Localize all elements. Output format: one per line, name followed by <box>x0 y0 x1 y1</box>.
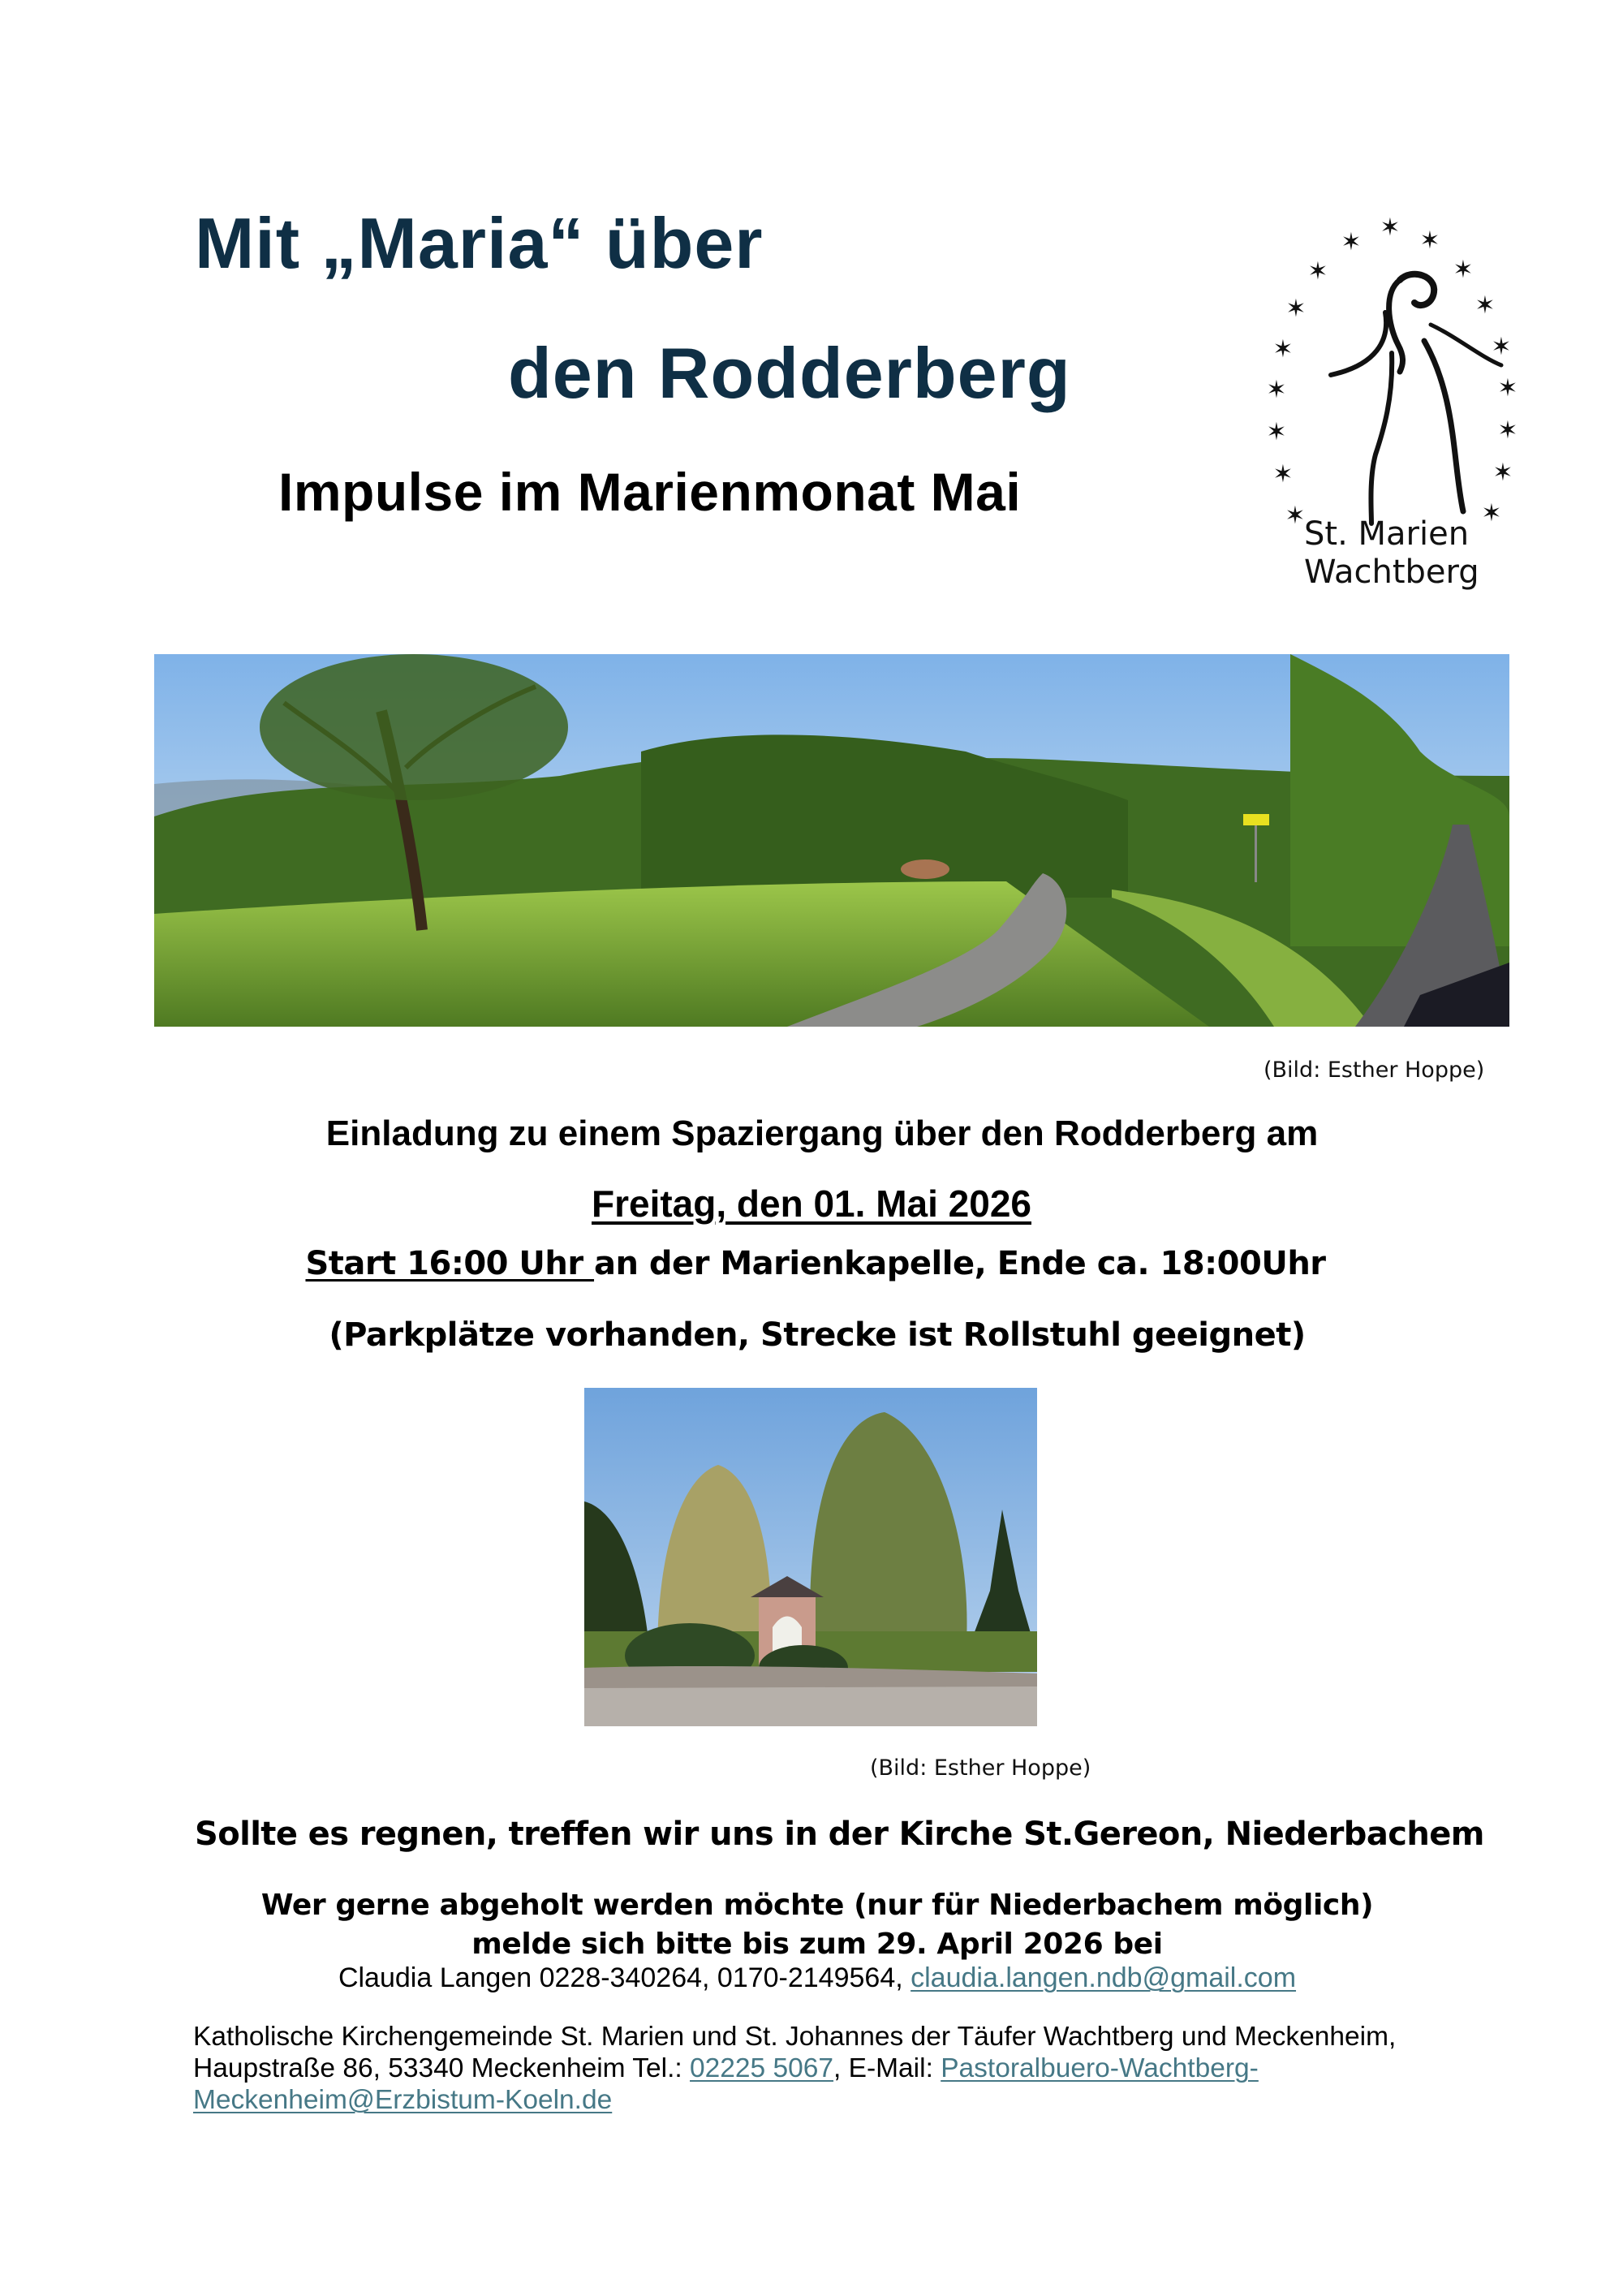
logo-text <box>1304 515 1479 592</box>
footer-phone-link[interactable]: 02225 5067 <box>690 2053 834 2083</box>
title-line-2: den Rodderberg <box>508 333 1071 413</box>
pickup-line-2: melde sich bitte bis zum 29. April 2026 bei <box>471 1928 1163 1961</box>
title-line-1: Mit „Maria“ über <box>195 203 764 283</box>
contact-name-phones: Claudia Langen 0228-340264, 0170-2149564, <box>338 1962 911 1993</box>
svg-text:✶: ✶ <box>1272 460 1294 489</box>
start-location-end: an der Marienkapelle, Ende ca. 18:00Uhr <box>594 1245 1326 1282</box>
parking-note: (Parkplätze vorhanden, Strecke ist Rollstuhl geeignet) <box>329 1316 1306 1354</box>
footer-email-label: , E-Mail: <box>833 2053 941 2083</box>
svg-text:✶: ✶ <box>1266 376 1287 404</box>
svg-text:✶: ✶ <box>1380 213 1401 242</box>
svg-text:✶: ✶ <box>1497 416 1518 445</box>
svg-text:✶: ✶ <box>1481 499 1502 528</box>
chapel-caption: (Bild: Esther Hoppe) <box>870 1755 1091 1781</box>
svg-text:✶: ✶ <box>1272 335 1294 364</box>
footer-email-part-1: Pastoralbuero-Wachtberg- <box>941 2053 1259 2083</box>
chapel-photo <box>584 1388 1037 1726</box>
footer-email-part-2: Meckenheim@Erzbistum-Koeln.de <box>193 2085 613 2115</box>
contact-email-link[interactable]: claudia.langen.ndb@gmail.com <box>911 1962 1297 1993</box>
svg-text:✶: ✶ <box>1285 295 1307 323</box>
pickup-contact <box>6 1962 1623 1994</box>
footer-address: Haupstraße 86, 53340 Meckenheim Tel.: <box>193 2053 691 2083</box>
svg-text:✶: ✶ <box>1419 226 1440 255</box>
svg-text:✶: ✶ <box>1453 256 1474 284</box>
svg-text:✶: ✶ <box>1491 333 1512 361</box>
start-time-line <box>4 1245 1623 1282</box>
svg-text:✶: ✶ <box>1266 418 1287 446</box>
start-time: Start 16:00 Uhr <box>305 1245 595 1282</box>
parish-footer <box>193 2021 1492 2116</box>
panorama-photo <box>154 654 1509 1027</box>
logo-line-2: Wachtberg <box>1304 554 1479 591</box>
invitation-intro: Einladung zu einem Spaziergang über den Rodderberg am <box>325 1114 1319 1153</box>
event-date: Freitag, den 01. Mai 2026 <box>591 1182 1031 1225</box>
logo-line-1: St. Marien <box>1304 515 1470 553</box>
svg-text:✶: ✶ <box>1285 502 1306 530</box>
svg-text:✶: ✶ <box>1341 228 1362 256</box>
panorama-caption: (Bild: Esther Hoppe) <box>1264 1058 1485 1083</box>
svg-text:✶: ✶ <box>1492 459 1513 487</box>
footer-parish-name: Katholische Kirchengemeinde St. Marien und St. Johannes der Täufer Wachtberg und Meckenheim, <box>193 2022 1397 2052</box>
subtitle: Impulse im Marienmonat Mai <box>278 462 1022 522</box>
svg-text:✶: ✶ <box>1474 291 1496 320</box>
rain-notice: Sollte es regnen, treffen wir uns in der Kirche St.Gereon, Niederbachem <box>195 1816 1484 1853</box>
pickup-line-1: Wer gerne abgeholt werden möchte (nur für Niederbachem möglich) <box>260 1889 1374 1922</box>
svg-text:✶: ✶ <box>1307 257 1328 286</box>
svg-text:✶: ✶ <box>1497 374 1518 403</box>
